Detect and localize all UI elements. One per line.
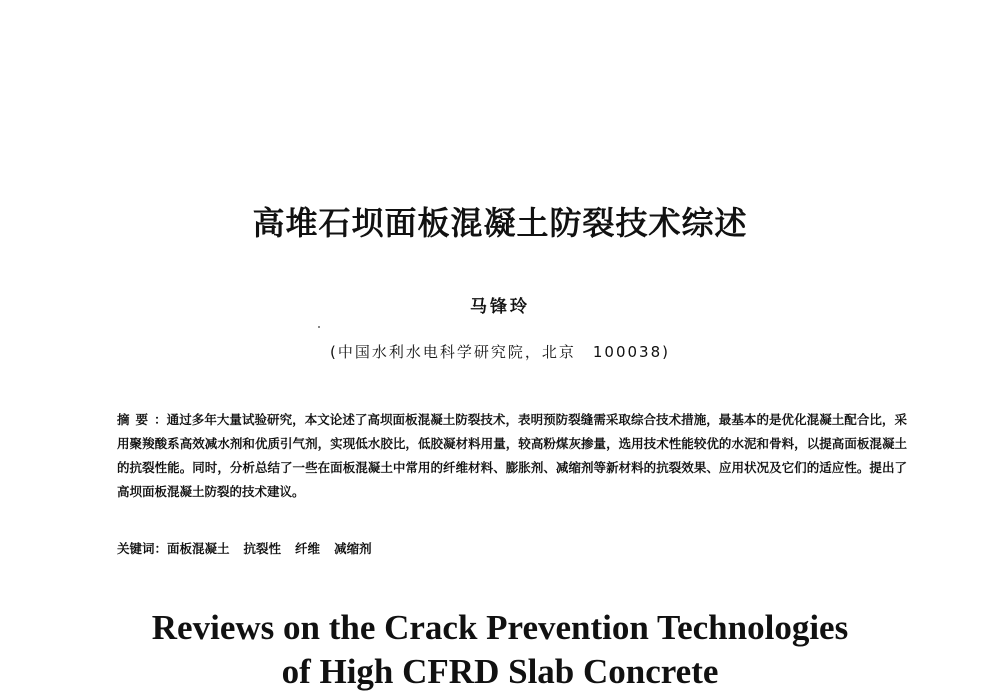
scan-speck <box>318 326 320 328</box>
abstract-label: 摘要 <box>117 412 155 427</box>
abstract <box>117 408 907 504</box>
english-title-line-1: Reviews on the Crack Prevention Technologies <box>151 608 849 647</box>
keywords-label: 关键词： <box>117 541 168 556</box>
chinese-title: 高堆石坝面板混凝土防裂技术综述 <box>252 204 748 242</box>
english-title <box>0 606 1000 694</box>
keywords <box>117 538 907 560</box>
author-name: 马锋玲 <box>470 297 530 317</box>
keyword: 减缩剂 <box>334 541 372 556</box>
abstract-text: 通过多年大量试验研究，本文论述了高坝面板混凝土防裂技术，表明预防裂缝需采取综合技术措施，最基本的是优化混凝土配合比，采用聚羧酸系高效减水剂和优质引气剂，实现低水胶比，低胶凝材料用量，较高粉煤灰掺量，选用技术性能较优的水泥和骨料，以提高面板混凝土的抗裂性能。同时，分析总结了一些在面板混凝土中常用的纤维材料、膨胀剂、减缩剂等新材料的抗裂效果、应用状况及它们的适应性。提出了高坝面板混凝土防裂的技术建议。 <box>117 412 907 499</box>
keyword: 面板混凝土 <box>167 541 230 556</box>
keyword: 抗裂性 <box>243 541 282 556</box>
abstract-separator: ： <box>154 412 167 427</box>
author-affiliation: (中国水利水电科学研究院，北京 100038) <box>330 343 670 361</box>
keyword: 纤维 <box>295 541 321 556</box>
english-title-line-2: of High CFRD Slab Concrete <box>281 652 719 691</box>
